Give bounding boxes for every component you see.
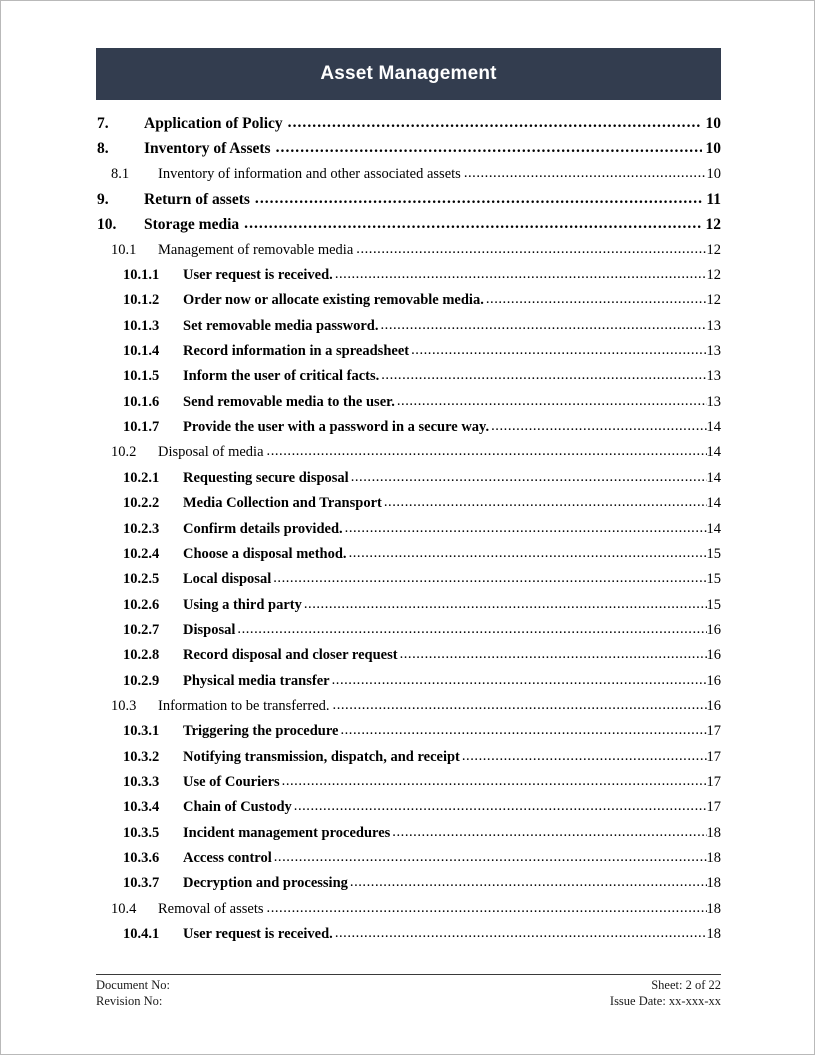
toc-entry-label: Triggering the procedure bbox=[183, 723, 339, 740]
toc-entry-number: 10.1.5 bbox=[123, 368, 160, 385]
toc-entry-page-number: 15 bbox=[706, 596, 721, 613]
toc-entry-page-number: 18 bbox=[706, 849, 721, 866]
toc-entry-label: Set removable media password. bbox=[183, 317, 379, 334]
toc-dot-leader bbox=[400, 646, 707, 663]
toc-entry[interactable] bbox=[96, 901, 721, 926]
toc-entry-page-number: 13 bbox=[706, 393, 721, 410]
toc-dot-leader bbox=[273, 570, 706, 587]
toc-entry-number: 10.3.7 bbox=[123, 875, 160, 892]
toc-dot-leader bbox=[411, 342, 706, 359]
toc-entry-label: Record information in a spreadsheet bbox=[183, 343, 410, 360]
toc-dot-leader bbox=[282, 773, 707, 790]
toc-entry[interactable] bbox=[96, 343, 721, 368]
toc-dot-leader bbox=[340, 722, 706, 739]
toc-entry-label: Incident management procedures bbox=[183, 824, 391, 841]
toc-entry-number: 10.2.7 bbox=[123, 621, 160, 638]
toc-entry-number: 10.2.2 bbox=[123, 495, 160, 512]
toc-entry-label: Confirm details provided. bbox=[183, 520, 343, 537]
toc-entry[interactable] bbox=[96, 191, 721, 216]
toc-entry-number: 8. bbox=[97, 140, 109, 158]
toc-entry-number: 10.1.6 bbox=[123, 393, 160, 410]
footer-left-column bbox=[96, 978, 170, 1009]
toc-entry[interactable] bbox=[96, 115, 721, 140]
toc-entry-number: 9. bbox=[97, 191, 109, 209]
toc-entry[interactable] bbox=[96, 673, 721, 698]
toc-entry[interactable] bbox=[96, 850, 721, 875]
toc-entry-label: Order now or allocate existing removable media. bbox=[183, 292, 484, 309]
toc-entry-page-number: 16 bbox=[706, 647, 721, 664]
toc-entry[interactable] bbox=[96, 647, 721, 672]
toc-entry-number: 10.1 bbox=[111, 241, 137, 258]
toc-dot-leader bbox=[345, 520, 707, 537]
toc-entry-number: 10.2.1 bbox=[123, 469, 160, 486]
toc-entry-page-number: 14 bbox=[706, 495, 721, 512]
toc-dot-leader bbox=[333, 697, 707, 714]
toc-entry-page-number: 12 bbox=[705, 216, 721, 234]
toc-entry[interactable] bbox=[96, 546, 721, 571]
toc-dot-leader bbox=[464, 165, 707, 182]
toc-entry-page-number: 12 bbox=[706, 267, 721, 284]
toc-entry[interactable] bbox=[96, 723, 721, 748]
toc-entry-label: Return of assets bbox=[144, 191, 250, 209]
toc-entry-number: 10.3 bbox=[111, 697, 137, 714]
toc-entry-page-number: 12 bbox=[706, 292, 721, 309]
toc-dot-leader bbox=[335, 266, 707, 283]
toc-entry[interactable] bbox=[96, 926, 721, 951]
toc-dot-leader bbox=[356, 241, 706, 258]
toc-entry-page-number: 12 bbox=[706, 241, 721, 258]
toc-entry-label: Inventory of information and other associated assets bbox=[158, 165, 461, 182]
toc-entry-label: Disposal bbox=[183, 621, 236, 638]
toc-entry-page-number: 14 bbox=[706, 520, 721, 537]
toc-dot-leader bbox=[392, 824, 706, 841]
toc-entry-label: Removal of assets bbox=[158, 900, 264, 917]
toc-entry-page-number: 17 bbox=[706, 723, 721, 740]
toc-entry-number: 10.1.3 bbox=[123, 317, 160, 334]
toc-entry[interactable] bbox=[96, 825, 721, 850]
toc-entry-label: Access control bbox=[183, 849, 272, 866]
page-content bbox=[96, 1, 721, 1054]
toc-entry-page-number: 18 bbox=[706, 900, 721, 917]
toc-entry[interactable] bbox=[96, 166, 721, 191]
toc-entry-number: 10.3.5 bbox=[123, 824, 160, 841]
toc-dot-leader bbox=[335, 925, 707, 942]
toc-entry[interactable] bbox=[96, 774, 721, 799]
toc-entry-page-number: 18 bbox=[706, 926, 721, 942]
footer-document-no: Document No: bbox=[96, 978, 170, 992]
toc-entry-label: Inform the user of critical facts. bbox=[183, 368, 380, 385]
toc-entry-number: 10.2.5 bbox=[123, 571, 160, 588]
toc-entry[interactable] bbox=[96, 799, 721, 824]
toc-entry-label: Provide the user with a password in a secure way. bbox=[183, 419, 490, 436]
toc-entry-number: 10.4.1 bbox=[123, 926, 160, 942]
toc-dot-leader bbox=[267, 443, 707, 460]
toc-entry-label: Storage media bbox=[144, 216, 240, 234]
toc-dot-leader bbox=[255, 190, 702, 208]
toc-entry-label: Media Collection and Transport bbox=[183, 495, 382, 512]
toc-entry[interactable] bbox=[96, 140, 721, 165]
toc-entry-page-number: 14 bbox=[706, 419, 721, 436]
toc-entry[interactable] bbox=[96, 368, 721, 393]
toc-entry-page-number: 16 bbox=[706, 697, 721, 714]
toc-entry-label: User request is received. bbox=[183, 926, 333, 942]
toc-entry[interactable] bbox=[96, 597, 721, 622]
toc-entry[interactable] bbox=[96, 242, 721, 267]
toc-entry-number: 10.2 bbox=[111, 444, 137, 461]
table-of-contents bbox=[96, 115, 721, 951]
toc-entry-label: Physical media transfer bbox=[183, 672, 330, 689]
toc-entry[interactable] bbox=[96, 495, 721, 520]
document-title-banner bbox=[96, 48, 721, 100]
toc-dot-leader bbox=[349, 545, 707, 562]
toc-dot-leader bbox=[486, 291, 707, 308]
toc-entry-page-number: 17 bbox=[706, 748, 721, 765]
footer-right-column bbox=[610, 978, 721, 1009]
toc-entry-page-number: 14 bbox=[706, 469, 721, 486]
toc-entry[interactable] bbox=[96, 470, 721, 495]
toc-entry-number: 7. bbox=[97, 115, 109, 132]
toc-dot-leader bbox=[237, 621, 706, 638]
toc-dot-leader bbox=[304, 596, 707, 613]
toc-entry[interactable] bbox=[96, 444, 721, 469]
toc-entry[interactable] bbox=[96, 216, 721, 241]
toc-dot-leader bbox=[491, 418, 706, 435]
toc-entry-number: 10.2.9 bbox=[123, 672, 160, 689]
toc-dot-leader bbox=[267, 900, 707, 917]
toc-dot-leader bbox=[332, 672, 707, 689]
toc-entry-label: Chain of Custody bbox=[183, 799, 292, 816]
toc-entry-number: 10.1.1 bbox=[123, 267, 160, 284]
toc-entry-number: 8.1 bbox=[111, 165, 130, 182]
toc-entry-label: Using a third party bbox=[183, 596, 302, 613]
toc-entry-page-number: 16 bbox=[706, 621, 721, 638]
toc-dot-leader bbox=[380, 317, 706, 334]
toc-entry-number: 10.1.7 bbox=[123, 419, 160, 436]
toc-dot-leader bbox=[462, 748, 707, 765]
footer-sheet-number: Sheet: 2 of 22 bbox=[651, 978, 721, 992]
toc-entry-label: Local disposal bbox=[183, 571, 272, 588]
toc-entry-label: Record disposal and closer request bbox=[183, 647, 398, 664]
toc-dot-leader bbox=[384, 494, 707, 511]
toc-entry-label: Send removable media to the user. bbox=[183, 393, 395, 410]
toc-dot-leader bbox=[294, 798, 707, 815]
toc-entry-label: Management of removable media bbox=[158, 241, 354, 258]
toc-entry-number: 10.2.3 bbox=[123, 520, 160, 537]
toc-entry-label: Decryption and processing bbox=[183, 875, 348, 892]
toc-entry[interactable] bbox=[96, 571, 721, 596]
page-title: Asset Management bbox=[320, 63, 497, 84]
footer-revision-no: Revision No: bbox=[96, 993, 163, 1008]
toc-entry[interactable] bbox=[96, 622, 721, 647]
footer-issue-date: Issue Date: xx-xxx-xx bbox=[609, 993, 721, 1008]
toc-entry-number: 10.3.4 bbox=[123, 799, 160, 816]
toc-entry-label: Disposal of media bbox=[158, 444, 264, 461]
toc-entry-page-number: 13 bbox=[706, 343, 721, 360]
toc-entry[interactable] bbox=[96, 875, 721, 900]
toc-entry-page-number: 15 bbox=[706, 545, 721, 562]
toc-entry-label: Application of Policy bbox=[144, 115, 283, 132]
toc-entry-page-number: 11 bbox=[706, 191, 721, 209]
toc-entry-label: User request is received. bbox=[183, 267, 333, 284]
toc-entry-number: 10.2.8 bbox=[123, 647, 160, 664]
toc-entry-page-number: 18 bbox=[706, 824, 721, 841]
toc-entry-label: Requesting secure disposal bbox=[183, 469, 349, 486]
toc-entry-page-number: 13 bbox=[706, 317, 721, 334]
toc-entry[interactable] bbox=[96, 318, 721, 343]
toc-entry-page-number: 17 bbox=[706, 799, 721, 816]
toc-dot-leader bbox=[351, 469, 707, 486]
toc-entry-number: 10.2.6 bbox=[123, 596, 160, 613]
toc-entry-number: 10.3.3 bbox=[123, 773, 160, 790]
toc-entry-number: 10.3.6 bbox=[123, 849, 160, 866]
toc-entry-page-number: 17 bbox=[706, 773, 721, 790]
toc-entry-label: Information to be transferred. bbox=[158, 697, 330, 714]
toc-dot-leader bbox=[244, 215, 701, 233]
toc-dot-leader bbox=[274, 849, 707, 866]
toc-dot-leader bbox=[276, 139, 702, 157]
toc-dot-leader bbox=[397, 393, 707, 410]
toc-entry-page-number: 16 bbox=[706, 672, 721, 689]
toc-entry[interactable] bbox=[96, 749, 721, 774]
toc-entry[interactable] bbox=[96, 698, 721, 723]
toc-dot-leader bbox=[381, 367, 706, 384]
toc-dot-leader bbox=[350, 874, 707, 891]
toc-entry[interactable] bbox=[96, 394, 721, 419]
toc-entry-number: 10.4 bbox=[111, 900, 137, 917]
toc-entry-label: Inventory of Assets bbox=[144, 140, 271, 158]
toc-entry-page-number: 10 bbox=[706, 165, 721, 182]
toc-dot-leader bbox=[288, 114, 702, 132]
toc-entry-number: 10.3.2 bbox=[123, 748, 160, 765]
toc-entry[interactable] bbox=[96, 267, 721, 292]
toc-entry-number: 10.2.4 bbox=[123, 545, 160, 562]
toc-entry-number: 10.3.1 bbox=[123, 723, 160, 740]
toc-entry[interactable] bbox=[96, 521, 721, 546]
page-footer bbox=[96, 974, 721, 1009]
toc-entry-label: Notifying transmission, dispatch, and receipt bbox=[183, 748, 460, 765]
toc-entry[interactable] bbox=[96, 292, 721, 317]
toc-entry-page-number: 14 bbox=[706, 444, 721, 461]
toc-entry-number: 10.1.2 bbox=[123, 292, 160, 309]
toc-entry-page-number: 15 bbox=[706, 571, 721, 588]
toc-entry-number: 10. bbox=[97, 216, 117, 234]
toc-entry-label: Use of Couriers bbox=[183, 773, 280, 790]
toc-entry-label: Choose a disposal method. bbox=[183, 545, 347, 562]
toc-entry-number: 10.1.4 bbox=[123, 343, 160, 360]
toc-entry-page-number: 18 bbox=[706, 875, 721, 892]
toc-entry-page-number: 10 bbox=[705, 140, 721, 158]
toc-entry[interactable] bbox=[96, 419, 721, 444]
toc-entry-page-number: 13 bbox=[706, 368, 721, 385]
toc-entry-page-number: 10 bbox=[705, 115, 721, 132]
